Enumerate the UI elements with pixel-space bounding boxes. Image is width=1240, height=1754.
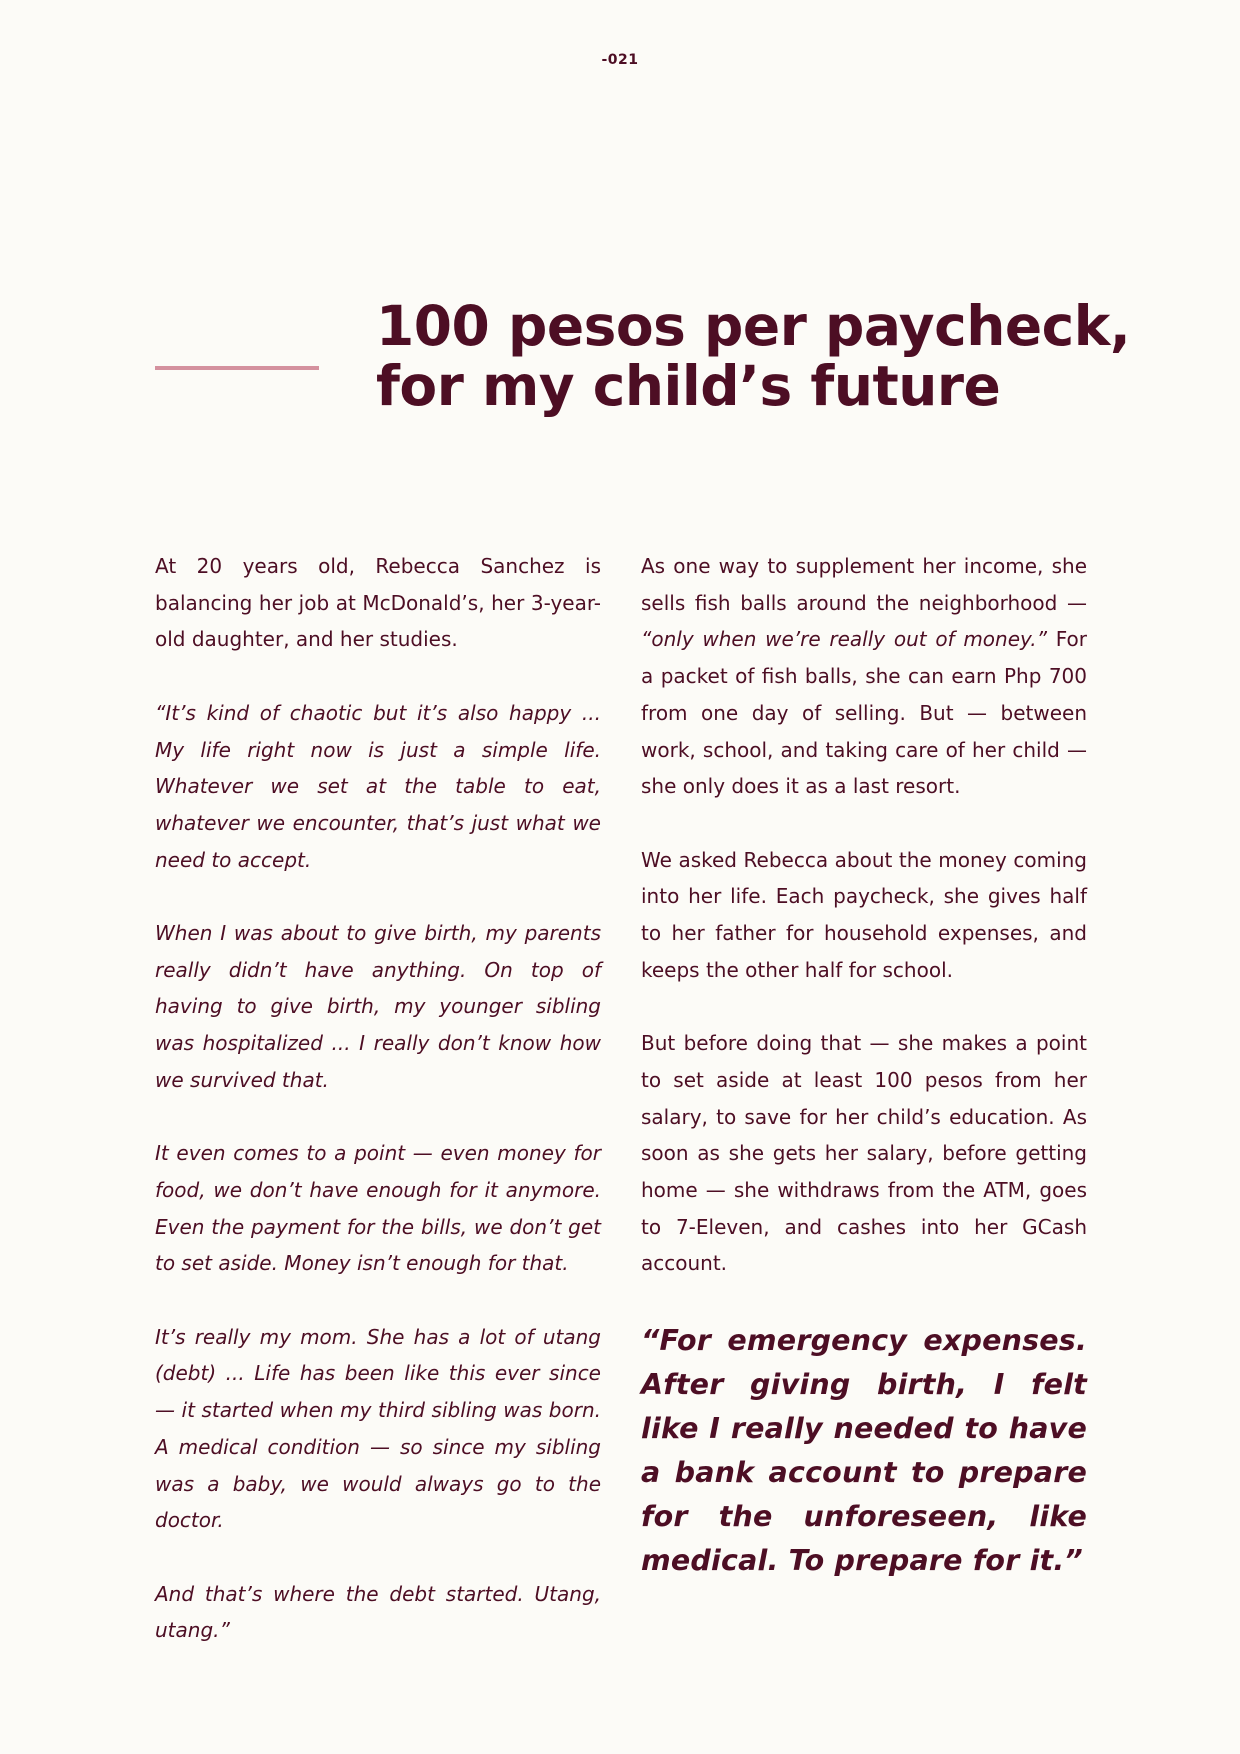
title-line-1: 100 pesos per paycheck, [376, 294, 1131, 358]
pull-quote: “For emergency expenses. After giving birth, I felt like I really needed to have a bank account to prepare for the unforeseen, like medical. To prepare for it.” [641, 1323, 1087, 1577]
quote-paragraph-3: It even comes to a point — even money for food, we don’t have enough for it anymore. Even the payment for the bills, we don’t get to set aside. Money isn’t enough for that. [155, 1141, 601, 1276]
quote-paragraph-5: And that’s where the debt started. Utang, utang.” [155, 1581, 601, 1643]
quote-paragraph-4: It’s really my mom. She has a lot of utang (debt) ... Life has been like this ever since — it started when my third sibling was born. A medical condition — so since my sibling was a baby, we would always go to the doctor. [155, 1324, 601, 1533]
inline-quote: “only when we’re really out of money.” [641, 627, 1048, 652]
quote-paragraph-1: “It’s kind of chaotic but it’s also happy ... My life right now is just a simple life. Whatever we set at the table to eat, whatever we encounter, that’s just what we need to accept. [155, 700, 601, 872]
title-line-2: for my child’s future [376, 354, 1001, 418]
body-paragraph-1-end: For a packet of fish balls, she can earn Php 700 from one day of selling. But — between work, school, and taking care of her child — she only does it as a last resort. [641, 627, 1088, 799]
right-column [641, 548, 1087, 1619]
page-title [376, 296, 1156, 416]
intro-paragraph: At 20 years old, Rebecca Sanchez is balancing her job at McDonald’s, her 3-year-old daughter, and her studies. [155, 554, 601, 652]
body-paragraph-2: We asked Rebecca about the money coming into her life. Each paycheck, she gives half to her father for household expenses, and keeps the other half for school. [641, 847, 1087, 982]
body-paragraph-1 [641, 548, 1087, 805]
title-accent-rule [155, 366, 319, 370]
quote-paragraph-2: When I was about to give birth, my parents really didn’t have anything. On top of having to give birth, my younger sibling was hospitalized ... I really don’t know how we survived that. [155, 921, 601, 1092]
page-number: -021 [601, 52, 639, 68]
body-paragraph-3: But before doing that — she makes a point to set aside at least 100 pesos from her salary, to save for her child’s education. As soon as she gets her salary, before getting home — she withdraws from the ATM, goes to 7-Eleven, and cashes into her GCash account. [641, 1031, 1087, 1276]
body-paragraph-1-start: As one way to supplement her income, she sells fish balls around the neighborhood — [641, 554, 1087, 615]
left-column [155, 548, 601, 1686]
